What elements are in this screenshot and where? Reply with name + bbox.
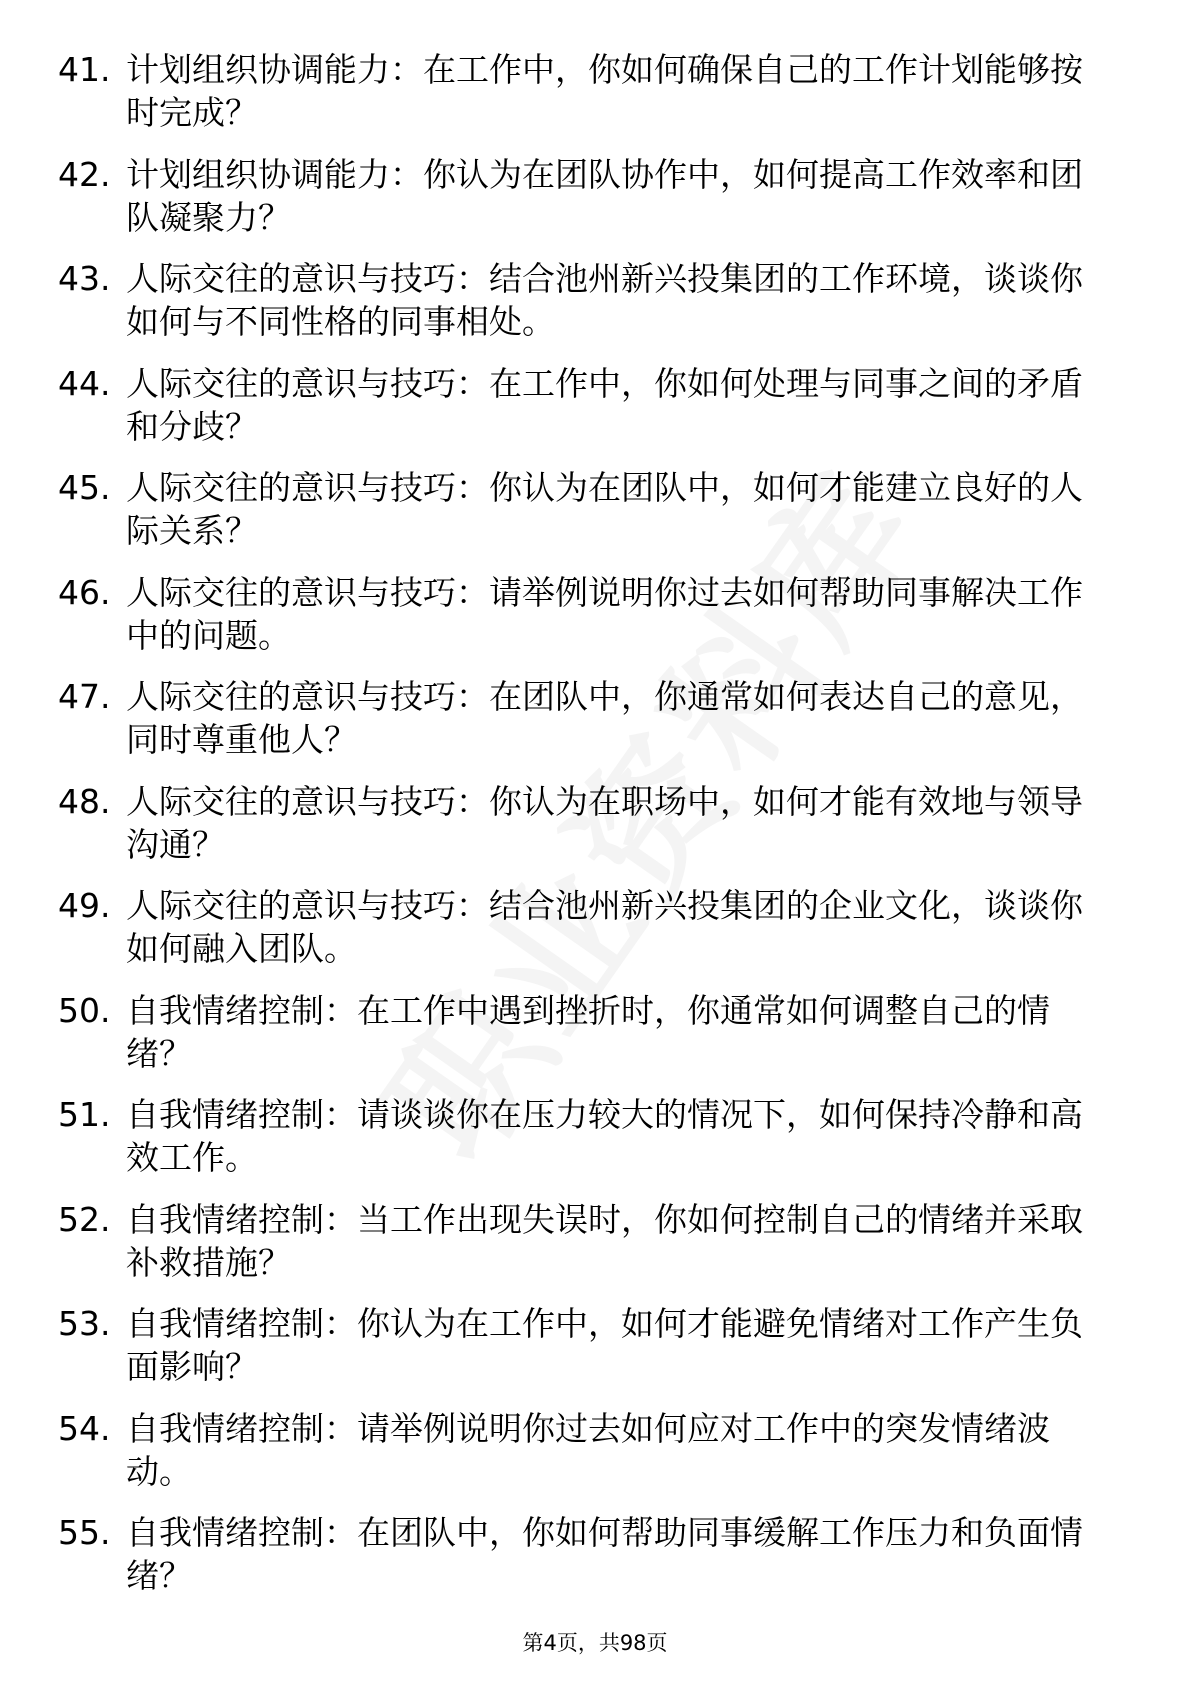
question-text: 人际交往的意识与技巧：你认为在团队中，如何才能建立良好的人际关系？ <box>126 468 1083 550</box>
question-text: 自我情绪控制：请谈谈你在压力较大的情况下，如何保持冷静和高效工作。 <box>126 1095 1083 1177</box>
question-item <box>58 675 1118 780</box>
question-number: 47. <box>58 677 111 716</box>
question-number: 42. <box>58 154 111 194</box>
question-item <box>58 362 1118 467</box>
question-item <box>58 989 1118 1094</box>
question-item <box>58 1093 1118 1198</box>
question-number: 49. <box>58 886 111 925</box>
question-text: 计划组织协调能力：在工作中，你如何确保自己的工作计划能够按时完成？ <box>126 50 1083 132</box>
question-number: 43. <box>58 259 111 298</box>
question-item <box>58 466 1118 571</box>
question-text: 自我情绪控制：在工作中遇到挫折时，你通常如何调整自己的情绪？ <box>126 990 1050 1073</box>
question-number: 44. <box>58 363 111 403</box>
question-number: 50. <box>58 990 111 1030</box>
question-item <box>58 571 1118 676</box>
question-text: 自我情绪控制：你认为在工作中，如何才能避免情绪对工作产生负面影响？ <box>126 1304 1083 1386</box>
question-text: 人际交往的意识与技巧：请举例说明你过去如何帮助同事解决工作中的问题。 <box>126 572 1083 655</box>
question-text: 自我情绪控制：当工作出现失误时，你如何控制自己的情绪并采取补救措施？ <box>126 1199 1083 1282</box>
question-list <box>58 48 1118 1616</box>
question-text: 人际交往的意识与技巧：在团队中，你通常如何表达自己的意见，同时尊重他人？ <box>126 677 1083 759</box>
question-item <box>58 1511 1118 1616</box>
question-item <box>58 1302 1118 1407</box>
question-text: 人际交往的意识与技巧：你认为在职场中，如何才能有效地与领导沟通？ <box>126 781 1083 864</box>
question-item <box>58 1407 1118 1512</box>
question-text: 自我情绪控制：请举例说明你过去如何应对工作中的突发情绪波动。 <box>126 1408 1050 1491</box>
question-number: 48. <box>58 781 111 821</box>
question-item <box>58 1198 1118 1303</box>
question-item <box>58 257 1118 362</box>
question-number: 52. <box>58 1199 111 1239</box>
question-number: 55. <box>58 1513 111 1552</box>
question-item <box>58 780 1118 885</box>
question-item <box>58 153 1118 258</box>
question-number: 41. <box>58 50 111 89</box>
question-number: 53. <box>58 1304 111 1343</box>
question-number: 54. <box>58 1408 111 1448</box>
question-number: 51. <box>58 1095 111 1134</box>
question-number: 45. <box>58 468 111 507</box>
question-text: 人际交往的意识与技巧：结合池州新兴投集团的工作环境，谈谈你如何与不同性格的同事相处。 <box>126 259 1083 341</box>
question-text: 人际交往的意识与技巧：在工作中，你如何处理与同事之间的矛盾和分歧？ <box>126 363 1083 446</box>
question-text: 人际交往的意识与技巧：结合池州新兴投集团的企业文化，谈谈你如何融入团队。 <box>126 886 1083 968</box>
page-number: 第4页，共98页 <box>522 1631 668 1655</box>
question-item <box>58 884 1118 989</box>
question-item <box>58 48 1118 153</box>
question-number: 46. <box>58 572 111 612</box>
question-text: 自我情绪控制：在团队中，你如何帮助同事缓解工作压力和负面情绪？ <box>126 1513 1083 1595</box>
question-text: 计划组织协调能力：你认为在团队协作中，如何提高工作效率和团队凝聚力？ <box>126 154 1083 237</box>
